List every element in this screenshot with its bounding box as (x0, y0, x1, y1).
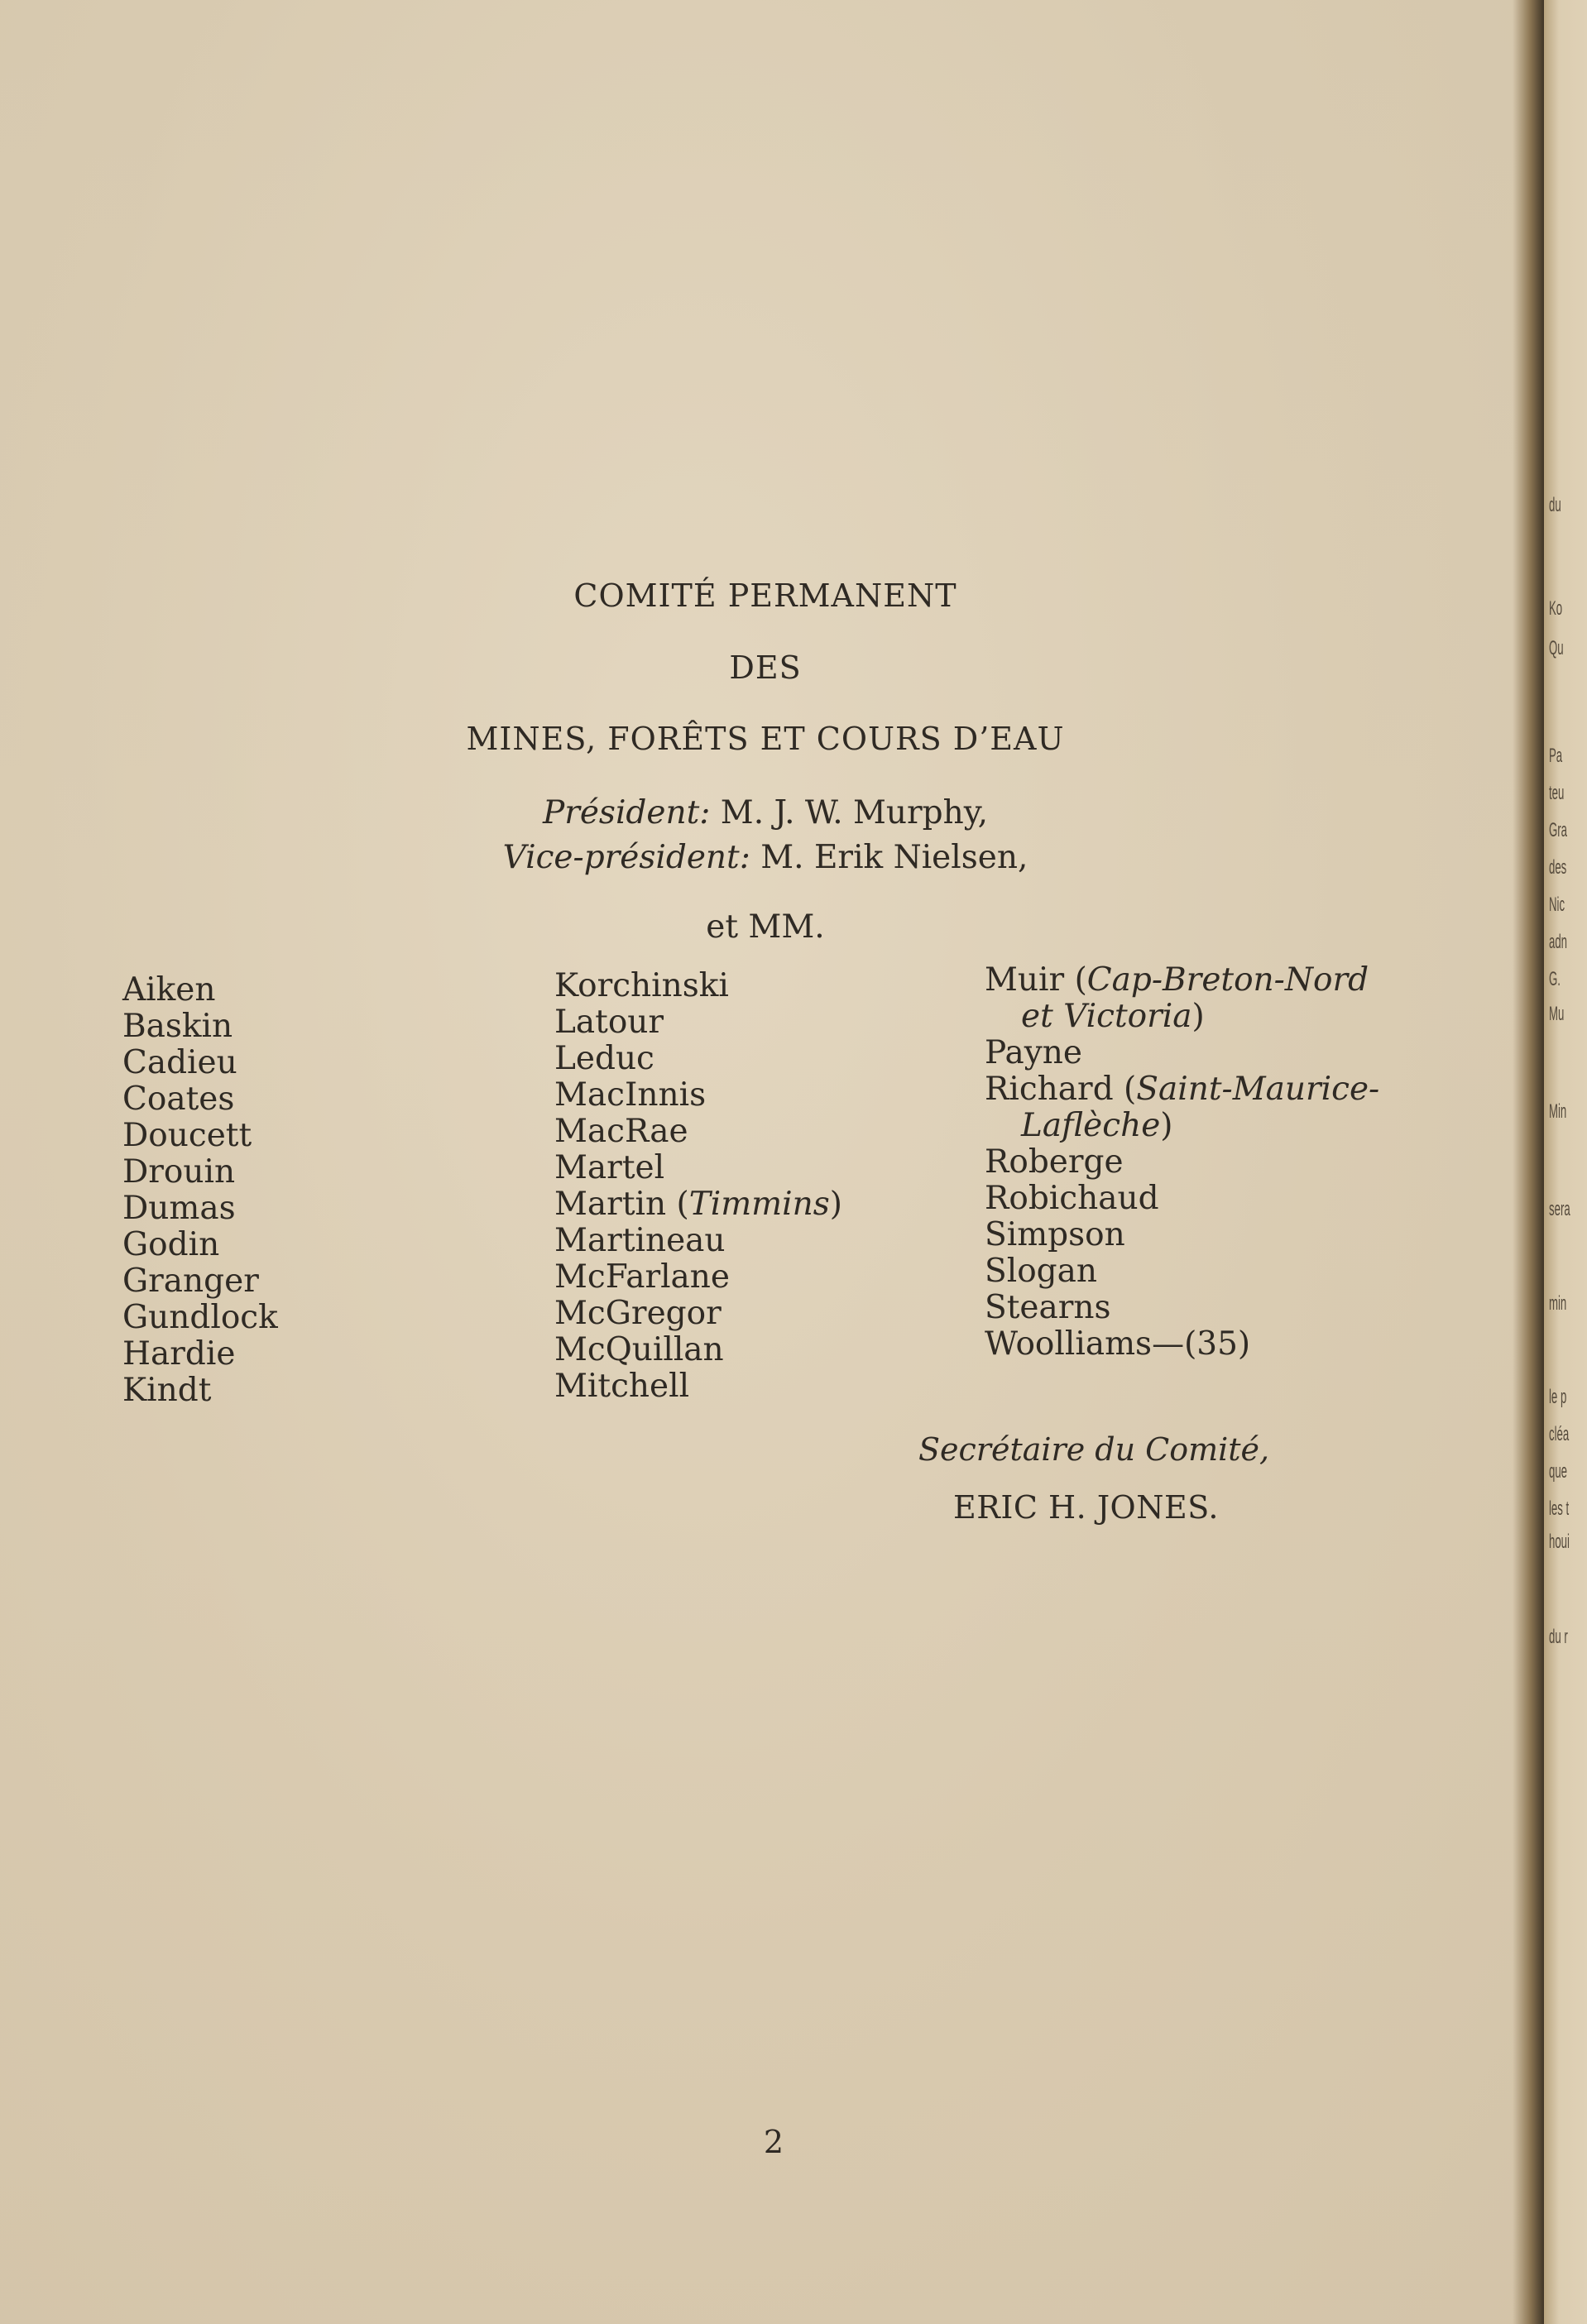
member-entry: MacInnis (554, 1076, 707, 1114)
adjacent-page-fragment: adn (1549, 931, 1568, 953)
adjacent-page-fragment: min (1549, 1292, 1567, 1315)
member-entry: Gundlock (122, 1299, 278, 1336)
member-entry: Coates (122, 1081, 235, 1118)
member-entry: Godin (122, 1226, 220, 1263)
member-entry: Robichaud (985, 1180, 1159, 1217)
member-entry: Payne (985, 1034, 1082, 1071)
adjacent-page-fragment: Mu (1549, 1003, 1565, 1025)
president-label: Président: (542, 794, 711, 831)
and-members-line: et MM. (706, 908, 825, 946)
committee-heading-line3: MINES, FORÊTS ET COURS D’EAU (466, 721, 1065, 757)
member-entry: McFarlane (554, 1258, 731, 1296)
member-entry: Dumas (122, 1190, 236, 1227)
adjacent-page-fragment: cléa (1549, 1423, 1570, 1445)
member-entry: Doucett (122, 1117, 252, 1154)
member-entry: Woolliams—(35) (985, 1325, 1251, 1363)
member-entry: Cadieu (122, 1044, 237, 1081)
vice-president-label: Vice-président: (502, 839, 750, 876)
adjacent-page-fragment: G. (1549, 968, 1561, 990)
member-entry: Leduc (554, 1040, 654, 1077)
member-entry: Richard (Saint-Maurice- (985, 1071, 1380, 1108)
committee-heading-line1: COMITÉ PERMANENT (573, 577, 957, 614)
member-entry: Granger (122, 1263, 259, 1300)
member-entry: Martel (554, 1149, 665, 1186)
member-entry: Martineau (554, 1222, 726, 1259)
officers-block (0, 788, 1531, 839)
president-line (0, 788, 1531, 839)
adjacent-page-fragment: les t (1549, 1497, 1570, 1520)
members-column-1 (122, 972, 278, 1409)
secretary-name: ERIC H. JONES. (953, 1489, 1219, 1526)
member-entry: Aiken (122, 971, 216, 1009)
member-entry: Korchinski (554, 967, 729, 1004)
president-name: M. J. W. Murphy, (710, 794, 989, 831)
member-entry-continued: Laflèche) (1021, 1107, 1173, 1144)
member-entry: Slogan (985, 1253, 1098, 1290)
adjacent-page-fragment: sera (1549, 1198, 1570, 1220)
vice-president-block (0, 832, 1531, 884)
member-entry: Muir (Cap-Breton-Nord (985, 961, 1369, 999)
members-column-3 (985, 962, 1379, 1363)
vice-president-line (0, 832, 1531, 884)
adjacent-page-fragment: Min (1549, 1100, 1567, 1123)
adjacent-page-fragment: Pa (1549, 745, 1563, 767)
adjacent-page-edge (1544, 0, 1587, 2324)
member-entry: Drouin (122, 1153, 236, 1191)
member-entry: Mitchell (554, 1368, 690, 1405)
page-number: 2 (763, 2124, 784, 2160)
member-entry: McGregor (554, 1295, 722, 1332)
member-entry: Stearns (985, 1289, 1111, 1326)
member-entry: Roberge (985, 1143, 1124, 1181)
adjacent-page-fragment: Ko (1549, 597, 1563, 620)
adjacent-page-fragment: Nic (1549, 894, 1565, 916)
member-entry: McQuillan (554, 1331, 724, 1368)
adjacent-page-fragment: du r (1549, 1626, 1568, 1648)
member-entry: Simpson (985, 1216, 1125, 1253)
member-entry: MacRae (554, 1113, 688, 1150)
adjacent-page-fragment: Gra (1549, 819, 1568, 841)
adjacent-page-fragment: teu (1549, 782, 1565, 804)
adjacent-page-fragment: Qu (1549, 637, 1564, 659)
adjacent-page-fragment: le p (1549, 1386, 1567, 1408)
book-gutter (1513, 0, 1544, 2324)
secretary-label: Secrétaire du Comité, (918, 1431, 1270, 1468)
member-entry: Martin (Timmins) (554, 1186, 842, 1223)
adjacent-page-fragment: des (1549, 856, 1567, 879)
adjacent-page-fragment: que (1549, 1460, 1568, 1483)
member-entry: Hardie (122, 1335, 236, 1373)
members-column-2 (554, 968, 842, 1405)
vice-president-name: M. Erik Nielsen, (750, 839, 1028, 876)
member-entry: Kindt (122, 1372, 212, 1409)
member-entry: Baskin (122, 1008, 233, 1045)
adjacent-page-fragment: houi (1549, 1531, 1570, 1553)
member-entry-continued: et Victoria) (1021, 998, 1205, 1035)
committee-heading-line2: DES (729, 649, 802, 686)
adjacent-page-fragment: du (1549, 494, 1561, 516)
member-entry: Latour (554, 1004, 664, 1041)
